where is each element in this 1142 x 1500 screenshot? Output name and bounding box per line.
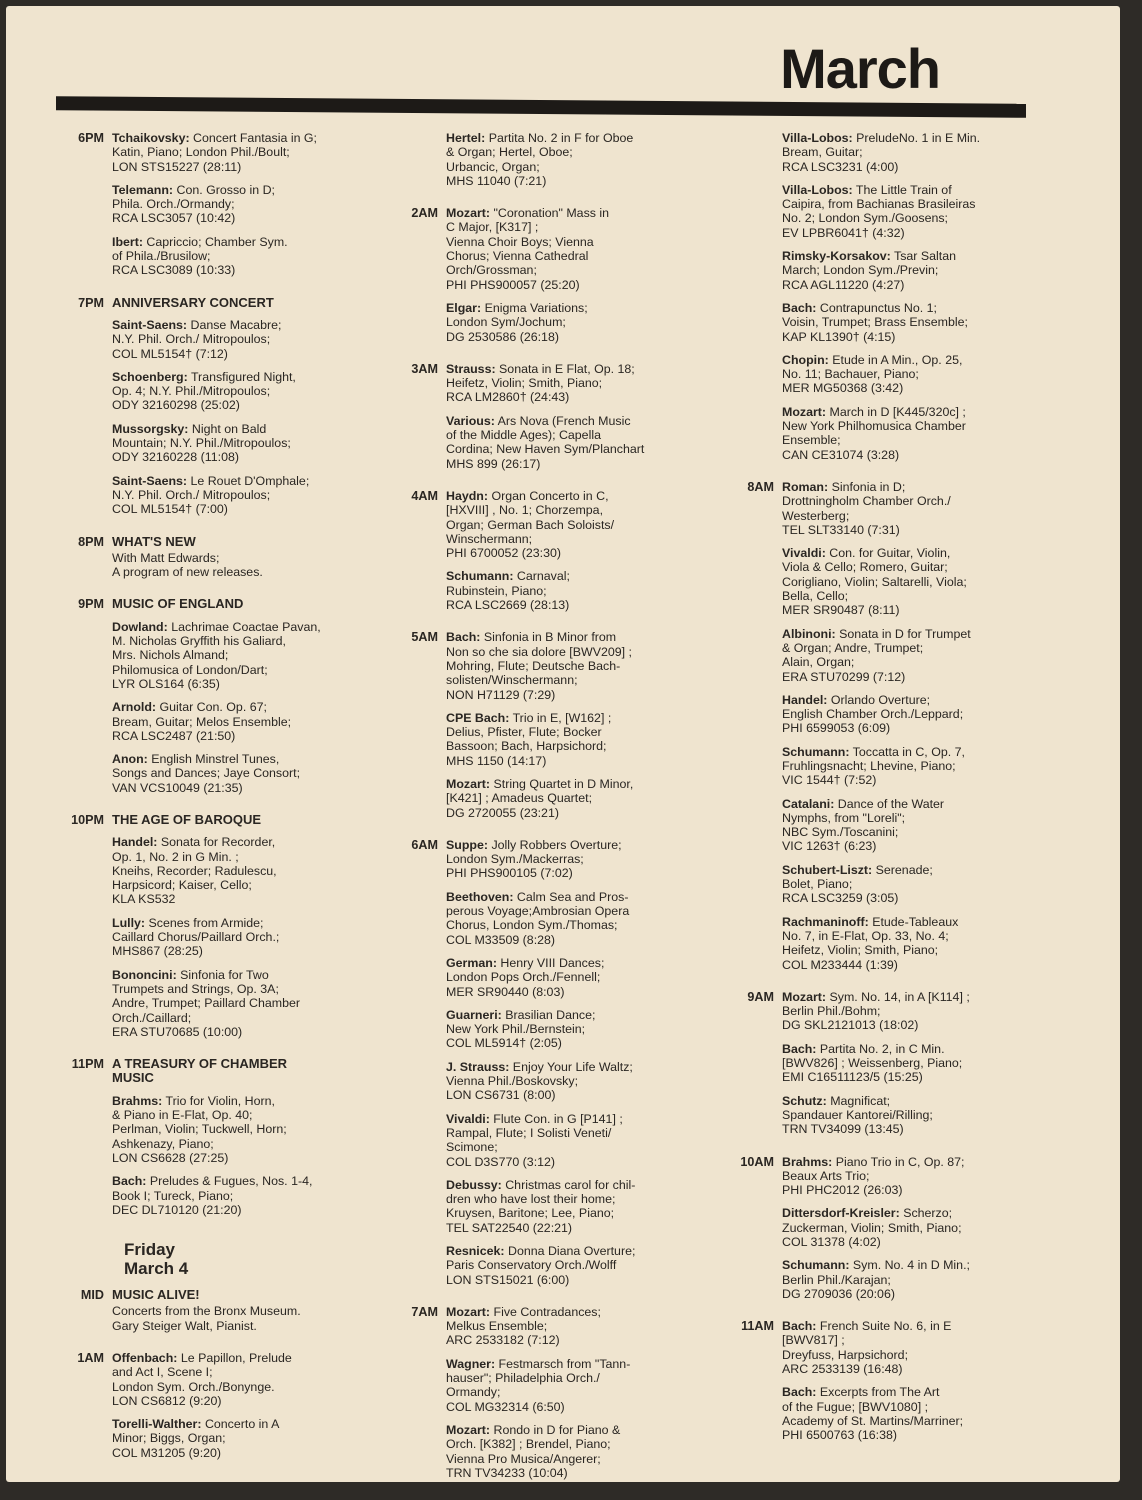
- composer-name: Saint-Saens:: [112, 473, 188, 488]
- composer-name: Haydn:: [446, 488, 488, 503]
- listing-entry: [112, 183, 364, 226]
- time-slot: [54, 813, 364, 1048]
- time-slot: [388, 362, 688, 480]
- listing-entry: [112, 835, 364, 906]
- listing-entry: [446, 1357, 688, 1414]
- composer-name: Resnicek:: [446, 1244, 505, 1258]
- composer-name: Schubert-Liszt:: [782, 862, 873, 877]
- listing-details: Five Contradances; Melkus Ensemble; ARC 2533182 (7:12): [446, 1304, 601, 1348]
- listing-details: Le Rouet D'Omphale; N.Y. Phil. Orch./ Mitropoulos; COL ML5154† (7:00): [112, 473, 310, 517]
- listing-details: Rondo in D for Piano & Orch. [K382] ; Brendel, Piano; Vienna Pro Musica/Angerer; TRN TV34233 (10:04): [446, 1422, 621, 1480]
- listing-details: Donna Diana Overture; Paris Conservatory Orch./Wolff LON STS15021 (6:00): [446, 1244, 636, 1287]
- listing-entry: [782, 301, 1038, 344]
- listing-details: Sym. No. 4 in D Min.; Berlin Phil./Karajan; DG 2709036 (20:06): [782, 1258, 970, 1301]
- composer-name: Wagner:: [446, 1356, 496, 1371]
- time-slot: [54, 1288, 364, 1342]
- slot-time: 1AM: [77, 1351, 104, 1365]
- listing-details: Sonata for Recorder, Op. 1, No. 2 in G Min. ; Kneihs, Recorder; Radulescu, Harpsicord; Kaiser, Cello; KLA KS532: [112, 835, 277, 907]
- slot-items: [112, 1288, 364, 1342]
- listing-entry: [446, 1178, 688, 1235]
- listing-details: Flute Con. in G [P141] ; Rampal, Flute; I Solisti Veneti/ Scimone; COL D3S770 (3:12): [446, 1111, 623, 1169]
- composer-name: Guarneri:: [446, 1007, 502, 1022]
- listing-entry: [446, 1244, 688, 1287]
- listing-details: Calm Sea and Pros- perous Voyage;Ambrosian Opera Chorus, London Sym./Thomas; COL M33509 (8:28): [446, 889, 630, 947]
- listing-entry: [112, 1351, 364, 1408]
- slot-items: [112, 1351, 364, 1469]
- slot-time: 7AM: [411, 1304, 438, 1319]
- slot-items: [782, 480, 1038, 981]
- listing-details: Sinfonia for Two Trumpets and Strings, Op. 3A; Andre, Trumpet; Paillard Chamber Orch./Caillard; ERA STU70685 (10:00): [112, 967, 301, 1039]
- slot-items: [112, 535, 364, 589]
- slot-time: 4AM: [411, 488, 438, 503]
- listing-entry: [446, 956, 688, 999]
- time-slot: [54, 1057, 364, 1226]
- slot-items: [112, 296, 364, 526]
- composer-name: Bach:: [446, 630, 481, 645]
- listing-entry: [112, 131, 364, 174]
- program-description: With Matt Edwards; A program of new releases.: [112, 550, 263, 580]
- listing-entry: [446, 301, 688, 344]
- listing-entry: [446, 1423, 688, 1480]
- composer-name: Saint-Saens:: [112, 317, 188, 332]
- slot-time: 11AM: [741, 1319, 774, 1334]
- listing-details: Etude in A Min., Op. 25, No. 11; Bachauer, Piano; MER MG50368 (3:42): [782, 352, 963, 396]
- listing-entry: [782, 915, 1038, 972]
- listing-entry: [782, 1385, 1038, 1442]
- listing-details: Sonata in D for Trumpet & Organ; Andre, Trumpet; Alain, Organ; ERA STU70299 (7:12): [782, 626, 971, 684]
- slot-time: 2AM: [411, 206, 438, 221]
- listing-entry: [112, 474, 364, 517]
- listing-entry: [446, 569, 688, 612]
- program-title: ANNIVERSARY CONCERT: [112, 294, 274, 310]
- listing-details: Excerpts from The Art of the Fugue; [BWV1080] ; Academy of St. Martins/Marriner; PHI 6500763 (16:38): [782, 1385, 964, 1443]
- composer-name: Tchaikovsky:: [112, 131, 190, 145]
- listing-entry: [782, 546, 1038, 617]
- composer-name: Mozart:: [782, 989, 827, 1004]
- listing-details: Carnaval; Rubinstein, Piano; RCA LSC2669 (28:13): [446, 569, 570, 613]
- listing-entry: [112, 1094, 364, 1165]
- composer-name: Torelli-Walther:: [112, 1417, 202, 1432]
- composer-name: Arnold:: [112, 700, 157, 715]
- composer-name: Schumann:: [782, 1258, 850, 1273]
- listing-entry: [782, 1094, 1038, 1137]
- day-heading: Friday March 4: [124, 1240, 189, 1279]
- composer-name: Elgar:: [446, 300, 482, 315]
- slot-time: 3AM: [411, 361, 438, 376]
- composer-name: Bononcini:: [112, 967, 177, 982]
- time-slot: [388, 1305, 688, 1489]
- listing-entry: [782, 863, 1038, 906]
- time-slot: [728, 1319, 1038, 1451]
- composer-name: Brahms:: [112, 1093, 163, 1108]
- listing-entry: [782, 405, 1038, 462]
- listing-entry: [446, 489, 688, 560]
- composer-name: Rachmaninoff:: [782, 914, 869, 929]
- listing-entry: [782, 990, 1038, 1033]
- composer-name: Roman:: [782, 479, 829, 494]
- slot-items: [782, 131, 1038, 471]
- listing-details: Transfigured Night, Op. 4; N.Y. Phil./Mitropoulos; ODY 32160298 (25:02): [112, 369, 296, 413]
- listing-details: Le Papillon, Prelude and Act I, Scene I; London Sym. Orch./Bonynge. LON CS6812 (9:20): [112, 1351, 292, 1408]
- program-title: A TREASURY OF CHAMBER MUSIC: [112, 1056, 288, 1086]
- composer-name: Villa-Lobos:: [782, 182, 853, 197]
- slot-items: [112, 1057, 364, 1226]
- program-title: THE AGE OF BAROQUE: [112, 811, 262, 827]
- listing-entry: [446, 131, 688, 188]
- listing-details: Trio for Violin, Horn, & Piano in E-Flat, Op. 40; Perlman, Violin; Tuckwell, Horn; Ashkenazy, Piano; LON CS6628 (27:25): [112, 1093, 287, 1165]
- listing-details: Toccatta in C, Op. 7, Fruhlingsnacht; Lhevine, Piano; VIC 1544† (7:52): [782, 744, 965, 788]
- listing-details: Sym. No. 14, in A [K114] ; Berlin Phil./Bohm; DG SKL2121013 (18:02): [782, 989, 970, 1033]
- listing-details: Trio in E, [W162] ; Delius, Pfister, Flute; Bocker Bassoon; Bach, Harpsichord; MHS 1150 (14:17): [446, 710, 612, 768]
- program-title: MUSIC OF ENGLAND: [112, 596, 244, 612]
- listing-entry: [112, 370, 364, 413]
- listing-entry: [446, 1008, 688, 1051]
- composer-name: Bach:: [782, 300, 817, 315]
- listing-details: Enjoy Your Life Waltz; Vienna Phil./Boskovsky; LON CS6731 (8:00): [446, 1059, 633, 1103]
- slot-items: [446, 131, 688, 197]
- composer-name: Ibert:: [112, 234, 143, 249]
- slot-items: [112, 131, 364, 287]
- listing-details: Tsar Saltan March; London Sym./Previn; RCA AGL11220 (4:27): [782, 249, 957, 292]
- listing-entry: [782, 480, 1038, 537]
- composer-name: Dittersdorf-Kreisler:: [782, 1206, 900, 1221]
- listing-details: Preludes & Fugues, Nos. 1-4, Book I; Tureck, Piano; DEC DL710120 (21:20): [112, 1174, 313, 1217]
- listing-details: Capriccio; Chamber Sym. of Phila./Brusilow; RCA LSC3089 (10:33): [112, 234, 288, 278]
- listing-entry: [112, 916, 364, 959]
- composer-name: Vivaldi:: [782, 546, 826, 561]
- slot-items: [446, 838, 688, 1296]
- time-slot: [54, 131, 364, 287]
- listing-entry: [782, 1258, 1038, 1301]
- listing-entry: [446, 1305, 688, 1348]
- slot-time: 10AM: [740, 1154, 774, 1169]
- column-3: [728, 131, 1038, 1461]
- time-slot: [728, 1155, 1038, 1311]
- listing-details: Partita No. 2, in C Min. [BWV826] ; Weissenberg, Piano; EMI C16511123/5 (15:25): [782, 1041, 963, 1085]
- time-slot: [728, 131, 1038, 471]
- listing-details: English Minstrel Tunes, Songs and Dances; Jaye Consort; VAN VCS10049 (21:35): [112, 752, 301, 795]
- slot-time: 7PM: [78, 295, 104, 310]
- composer-name: Telemann:: [112, 182, 174, 197]
- time-slot: [388, 489, 688, 621]
- listing-entry: [446, 414, 688, 471]
- slot-items: [446, 1305, 688, 1489]
- composer-name: Beethoven:: [446, 889, 514, 904]
- composer-name: Rimsky-Korsakov:: [782, 249, 891, 264]
- time-slot: [54, 535, 364, 589]
- listing-entry: [112, 235, 364, 278]
- time-slot: [388, 131, 688, 197]
- time-slot: [728, 480, 1038, 981]
- time-slot: [728, 990, 1038, 1146]
- listing-details: Henry VIII Dances; London Pops Orch./Fennell; MER SR90440 (8:03): [446, 955, 605, 999]
- listing-entry: [112, 620, 364, 691]
- listing-details: Dance of the Water Nymphs, from "Loreli"; NBC Sym./Toscanini; VIC 1263† (6:23): [782, 796, 945, 854]
- listing-details: Jolly Robbers Overture; London Sym./Mackerras; PHI PHS900105 (7:02): [446, 837, 622, 881]
- composer-name: Catalani:: [782, 796, 835, 811]
- listing-details: Scenes from Armide; Caillard Chorus/Paillard Orch.; MHS867 (28:25): [112, 915, 280, 959]
- composer-name: J. Strauss:: [446, 1059, 510, 1074]
- listing-entry: [112, 752, 364, 795]
- composer-name: Bach:: [112, 1174, 147, 1189]
- slot-items: [446, 206, 688, 353]
- slot-time: 6AM: [411, 837, 438, 852]
- listing-details: Con. Grosso in D; Phila. Orch./Ormandy; RCA LSC3057 (10:42): [112, 182, 275, 226]
- listing-details: Organ Concerto in C, [HXVIII] , No. 1; Chorzempa, Organ; German Bach Soloists/ Winschermann; PHI 6700052 (23:30): [446, 488, 615, 561]
- slot-time: 5AM: [411, 630, 438, 645]
- listing-entry: [782, 693, 1038, 736]
- listing-details: Serenade; Bolet, Piano; RCA LSC3259 (3:05): [782, 862, 933, 906]
- composer-name: Mozart:: [446, 1422, 491, 1437]
- composer-name: Schumann:: [782, 744, 850, 759]
- listing-details: Ars Nova (French Music of the Middle Ages); Capella Cordina; New Haven Sym/Planchart MHS 899 (26:17): [446, 413, 645, 471]
- listing-entry: [782, 131, 1038, 174]
- listing-details: Sinfonia in B Minor from Non so che sia dolore [BWV209] ; Mohring, Flute; Deutsche Bach- solisten/Winschermann; NON H71129 (7:29): [446, 630, 632, 702]
- listing-details: The Little Train of Caipira, from Bachianas Brasileiras No. 2; London Sym./Goosens; EV LPBR6041† (4:32): [782, 182, 976, 240]
- listing-entry: [112, 422, 364, 465]
- listing-entry: [446, 362, 688, 405]
- slot-time: 9PM: [78, 597, 104, 612]
- slot-items: [782, 1319, 1038, 1451]
- composer-name: Debussy:: [446, 1177, 502, 1192]
- listing-entry: [446, 206, 688, 292]
- composer-name: Schumann:: [446, 569, 514, 584]
- listing-details: Piano Trio in C, Op. 87; Beaux Arts Trio; PHI PHC2012 (26:03): [782, 1154, 965, 1198]
- listing-details: Enigma Variations; London Sym/Jochum; DG 2530586 (26:18): [446, 300, 588, 344]
- listing-entry: [782, 1155, 1038, 1198]
- slot-items: [782, 990, 1038, 1146]
- listing-details: Scherzo; Zuckerman, Violin; Smith, Piano; COL 31378 (4:02): [782, 1206, 962, 1249]
- composer-name: Various:: [446, 413, 495, 428]
- magazine-page: [6, 6, 1120, 1482]
- listing-details: Night on Bald Mountain; N.Y. Phil./Mitropoulos; ODY 32160228 (11:08): [112, 421, 291, 465]
- composer-name: Schoenberg:: [112, 369, 188, 384]
- time-slot: [54, 597, 364, 804]
- listing-entry: [112, 700, 364, 743]
- column-2: [388, 131, 688, 1498]
- listing-entry: [446, 777, 688, 820]
- listing-details: Magnificat; Spandauer Kantorei/Rilling; TRN TV34099 (13:45): [782, 1093, 933, 1137]
- listing-entry: [112, 318, 364, 361]
- listing-entry: [112, 1174, 364, 1217]
- composer-name: Villa-Lobos:: [782, 131, 853, 145]
- listing-details: PreludeNo. 1 in E Min. Bream, Guitar; RCA LSC3231 (4:00): [782, 131, 981, 174]
- slot-time: 8PM: [78, 534, 104, 549]
- composer-name: Lully:: [112, 915, 146, 930]
- time-slot: [388, 630, 688, 829]
- listing-details: Partita No. 2 in F for Oboe & Organ; Hertel, Oboe; Urbancic, Organ; MHS 11040 (7:21): [446, 131, 634, 188]
- slot-items: [446, 489, 688, 621]
- composer-name: Brahms:: [782, 1154, 833, 1169]
- listing-details: Lachrimae Coactae Pavan, M. Nicholas Gryffith his Galiard, Mrs. Nichols Almand; Philomusica of London/Dart; LYR OLS164 (6:35): [112, 619, 321, 691]
- composer-name: Mozart:: [446, 1304, 491, 1319]
- composer-name: Mozart:: [446, 206, 491, 221]
- time-slot: [388, 206, 688, 353]
- listing-entry: [782, 1206, 1038, 1249]
- slot-items: [782, 1155, 1038, 1311]
- listing-details: Con. for Guitar, Violin, Viola & Cello; Romero, Guitar; Corigliano, Violin; Saltarelli, Viola; Bella, Cello; MER SR90487 (8:11): [782, 546, 967, 618]
- listing-entry: [112, 1417, 364, 1460]
- column-1: [54, 131, 364, 1478]
- composer-name: Mozart:: [782, 404, 827, 419]
- listing-entry: [782, 249, 1038, 292]
- listing-details: Brasilian Dance; New York Phil./Bernstein; COL ML5914† (2:05): [446, 1007, 596, 1051]
- slot-time: 6PM: [78, 131, 104, 145]
- listing-entry: [446, 711, 688, 768]
- listing-entry: [782, 353, 1038, 396]
- listing-entry: [782, 1042, 1038, 1085]
- composer-name: CPE Bach:: [446, 710, 510, 725]
- time-slot: [54, 296, 364, 526]
- listing-details: Festmarsch from "Tann- hauser"; Philadelphia Orch./ Ormandy; COL MG32314 (6:50): [446, 1356, 631, 1414]
- listing-details: Sinfonia in D; Drottningholm Chamber Orch./ Westerberg; TEL SLT33140 (7:31): [782, 479, 951, 537]
- listing-details: Sonata in E Flat, Op. 18; Heifetz, Violin; Smith, Piano; RCA LM2860† (24:43): [446, 361, 635, 405]
- listing-entry: [782, 1319, 1038, 1376]
- composer-name: Hertel:: [446, 131, 486, 145]
- listing-details: March in D [K445/320c] ; New York Philhomusica Chamber Ensemble; CAN CE31074 (3:28): [782, 404, 966, 462]
- slot-time: 10PM: [71, 812, 104, 827]
- composer-name: Bach:: [782, 1319, 817, 1334]
- listing-entry: [782, 797, 1038, 854]
- listing-details: Contrapunctus No. 1; Voisin, Trumpet; Brass Ensemble; KAP KL1390† (4:15): [782, 300, 968, 344]
- listing-details: Danse Macabre; N.Y. Phil. Orch./ Mitropoulos; COL ML5154† (7:12): [112, 317, 282, 361]
- listing-entry: [112, 968, 364, 1039]
- slot-items: [446, 362, 688, 480]
- page-title: March: [780, 37, 940, 100]
- listing-details: "Coronation" Mass in C Major, [K317] ; Vienna Choir Boys; Vienna Chorus; Vienna Cathedral Orch/Grossman; PHI PHS900057 (25:20): [446, 206, 610, 292]
- listing-entry: [446, 838, 688, 881]
- listing-entry: [446, 630, 688, 701]
- composer-name: Vivaldi:: [446, 1111, 490, 1126]
- composer-name: Dowland:: [112, 619, 168, 634]
- composer-name: Strauss:: [446, 361, 496, 376]
- slot-time: 9AM: [747, 989, 774, 1004]
- listing-entry: [782, 745, 1038, 788]
- composer-name: Bach:: [782, 1385, 817, 1400]
- program-description: Concerts from the Bronx Museum. Gary Steiger Walt, Pianist.: [112, 1304, 301, 1333]
- listing-entry: [782, 627, 1038, 684]
- composer-name: Handel:: [112, 835, 158, 850]
- composer-name: Schutz:: [782, 1093, 827, 1108]
- listing-entry: [446, 890, 688, 947]
- listing-details: Concert Fantasia in G; Katin, Piano; London Phil./Boult; LON STS15227 (28:11): [112, 131, 317, 174]
- listing-entry: [446, 1112, 688, 1169]
- listing-details: French Suite No. 6, in E [BWV817] ; Dreyfuss, Harpsichord; ARC 2533139 (16:48): [782, 1319, 952, 1377]
- listing-entry: [782, 183, 1038, 240]
- composer-name: Anon:: [112, 752, 148, 767]
- composer-name: Mozart:: [446, 776, 491, 791]
- slot-time: [388, 131, 446, 197]
- composer-name: Offenbach:: [112, 1351, 178, 1365]
- slot-time: 11PM: [71, 1057, 104, 1072]
- listing-details: Orlando Overture; English Chamber Orch./Leppard; PHI 6599053 (6:09): [782, 692, 964, 736]
- composer-name: Chopin:: [782, 352, 829, 367]
- slot-time: MID: [80, 1288, 104, 1303]
- composer-name: German:: [446, 955, 497, 970]
- program-title: WHAT'S NEW: [112, 533, 196, 549]
- time-slot: [388, 838, 688, 1296]
- slot-items: [112, 813, 364, 1048]
- time-slot: [54, 1351, 364, 1469]
- composer-name: Suppe:: [446, 837, 488, 852]
- listing-details: Christmas carol for chil- dren who have lost their home; Kruysen, Baritone; Lee, Piano; TEL SAT22540 (22:21): [446, 1177, 636, 1235]
- listing-details: Concerto in A Minor; Biggs, Organ; COL M31205 (9:20): [112, 1417, 280, 1460]
- slot-time: [728, 131, 782, 471]
- program-title: MUSIC ALIVE!: [112, 1287, 200, 1303]
- listing-details: Guitar Con. Op. 67; Bream, Guitar; Melos Ensemble; RCA LSC2487 (21:50): [112, 700, 292, 743]
- listing-details: Etude-Tableaux No. 7, in E-Flat, Op. 33, No. 4; Heifetz, Violin; Smith, Piano; COL M233444 (1:39): [782, 914, 959, 972]
- composer-name: Bach:: [782, 1041, 817, 1056]
- listing-details: String Quartet in D Minor, [K421] ; Amadeus Quartet; DG 2720055 (23:21): [446, 776, 634, 820]
- listing-entry: [446, 1060, 688, 1103]
- slot-time: 8AM: [747, 479, 774, 494]
- composer-name: Handel:: [782, 692, 828, 707]
- composer-name: Albinoni:: [782, 626, 836, 641]
- composer-name: Mussorgsky:: [112, 421, 189, 436]
- slot-items: [446, 630, 688, 829]
- slot-items: [112, 597, 364, 804]
